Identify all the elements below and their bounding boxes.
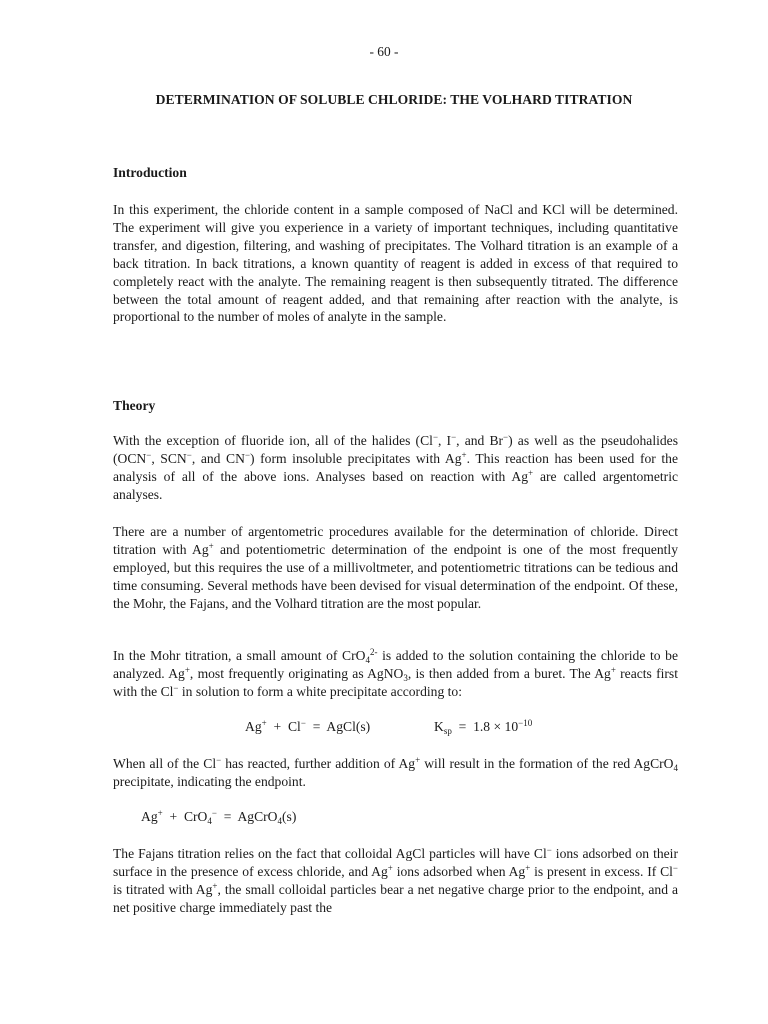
superscript: −10 — [518, 718, 533, 728]
text-run: . This reaction has been used for the analysis of all of the above ions. Analyses based on reaction with Ag — [113, 450, 679, 484]
subscript: 4 — [365, 655, 370, 665]
superscript: + — [208, 540, 214, 551]
subscript: 4 — [207, 816, 212, 826]
text-run: , the small colloidal particles bear a net negative charge prior to the endpoint, and a net positive charge immediately past the — [113, 881, 678, 915]
text-run: = AgCl(s) — [305, 719, 371, 734]
text-run: , and CN — [191, 450, 245, 466]
superscript: + — [261, 718, 267, 728]
text-run: is titrated with Ag — [113, 881, 213, 897]
superscript: + — [184, 664, 190, 675]
text-run: precipitate, indicating the endpoint. — [113, 773, 306, 789]
superscript: − — [432, 432, 439, 442]
text-run: , I — [438, 433, 452, 448]
superscript: + — [525, 862, 531, 873]
theory-paragraph-4 — [113, 755, 678, 791]
superscript: + — [415, 755, 421, 765]
text-run: is present in excess. If Cl — [530, 863, 673, 879]
text-run: = 1.8 × 10 — [451, 719, 519, 734]
text-run: , most frequently originating as AgNO — [189, 665, 404, 681]
text-run: In the Mohr titration, a small amount of CrO — [113, 648, 366, 663]
text-run: ions adsorbed when Ag — [392, 863, 526, 879]
text-run: Ag — [141, 809, 158, 824]
text-run: Ag — [245, 719, 262, 734]
equation-agcro4 — [141, 809, 296, 825]
superscript: − — [300, 718, 306, 728]
text-run: When all of the Cl — [113, 756, 217, 771]
text-run: and potentiometric determination of the endpoint is one of the most frequently employed, but this requires the use of a millivoltmeter, and potentiometric titrations can be tedious and time consuming. Several methods have been devised for visual determination of the endpoint. Of these, the Mohr, the Fajans, and the Volhard titration are the most popular. — [113, 541, 678, 611]
introduction-heading: Introduction — [113, 165, 187, 180]
theory-paragraph-3 — [113, 647, 678, 701]
page-title: DETERMINATION OF SOLUBLE CHLORIDE: THE VOLHARD TITRATION — [155, 92, 633, 107]
text-run: + CrO — [162, 809, 208, 824]
text-run: will result in the formation of the red AgCrO — [420, 756, 674, 771]
text-run: (s) — [282, 809, 297, 824]
subscript: 4 — [673, 763, 678, 773]
text-run: has reacted, further addition of Ag — [221, 756, 416, 771]
superscript: − — [216, 755, 222, 765]
superscript: 2- — [369, 647, 378, 657]
text-run: , SCN — [151, 450, 187, 466]
superscript: − — [451, 432, 457, 442]
superscript: + — [461, 449, 467, 460]
text-run: , is then added from a buret. The Ag — [407, 665, 611, 681]
superscript: − — [211, 808, 217, 818]
text-run: reacts first with the Cl — [113, 665, 678, 699]
text-run: With the exception of fluoride ion, all of the halides (Cl — [113, 433, 433, 448]
equation-agcl — [245, 719, 370, 735]
text-run: are called argentometric analyses. — [113, 468, 678, 502]
page-number: - 60 - — [369, 44, 399, 59]
text-run: ) as well as the pseudohalides (OCN — [113, 433, 678, 466]
text-run: in solution to form a white precipitate according to: — [178, 683, 463, 699]
superscript: − — [186, 449, 192, 460]
superscript: − — [173, 682, 179, 693]
text-run: K — [434, 719, 444, 734]
text-run: The Fajans titration relies on the fact that colloidal AgCl particles will have Cl — [113, 846, 547, 861]
text-run: There are a number of argentometric procedures available for the determination of chloride. Direct titration with Ag — [113, 524, 678, 557]
text-run: , and Br — [456, 433, 504, 448]
superscript: − — [146, 449, 152, 460]
superscript: − — [244, 449, 251, 460]
superscript: + — [387, 862, 393, 873]
text-run: is added to the solution containing the chloride to be analyzed. Ag — [113, 648, 678, 681]
superscript: − — [503, 432, 509, 442]
superscript: − — [546, 845, 552, 855]
superscript: + — [528, 467, 534, 478]
theory-paragraph-5 — [113, 845, 678, 917]
superscript: + — [610, 664, 616, 675]
subscript: sp — [443, 726, 452, 736]
equation-ksp — [434, 719, 532, 735]
introduction-paragraph — [113, 201, 678, 326]
text-run: + Cl — [266, 719, 301, 734]
text-run: ) form insoluble precipitates with Ag — [250, 450, 462, 466]
theory-paragraph-2 — [113, 523, 678, 613]
theory-heading: Theory — [113, 398, 156, 413]
subscript: 3 — [403, 672, 408, 683]
introduction-text: In this experiment, the chloride content in a sample composed of NaCl and KCl will be determined. The experiment will give you experience in a variety of important techniques, including quantitative transfer, and digestion, filtering, and washing of precipitates. The Volhard titration is an example of a back titration. In back titrations, a known quantity of reagent is added in excess of that required to completely react with the analyte. The remaining reagent is then subsequently titrated. The difference between the total amount of reagent added, and that remaining after reaction with the analyte, is proportional to the number of moles of analyte in the sample. — [113, 202, 678, 325]
subscript: 4 — [277, 816, 282, 826]
superscript: − — [672, 862, 678, 873]
text-run: ions adsorbed on their surface in the presence of excess chloride, and Ag — [113, 846, 678, 879]
superscript: + — [212, 880, 218, 891]
theory-paragraph-1 — [113, 432, 678, 504]
text-run: = AgCrO — [216, 809, 278, 824]
superscript: + — [157, 808, 163, 818]
